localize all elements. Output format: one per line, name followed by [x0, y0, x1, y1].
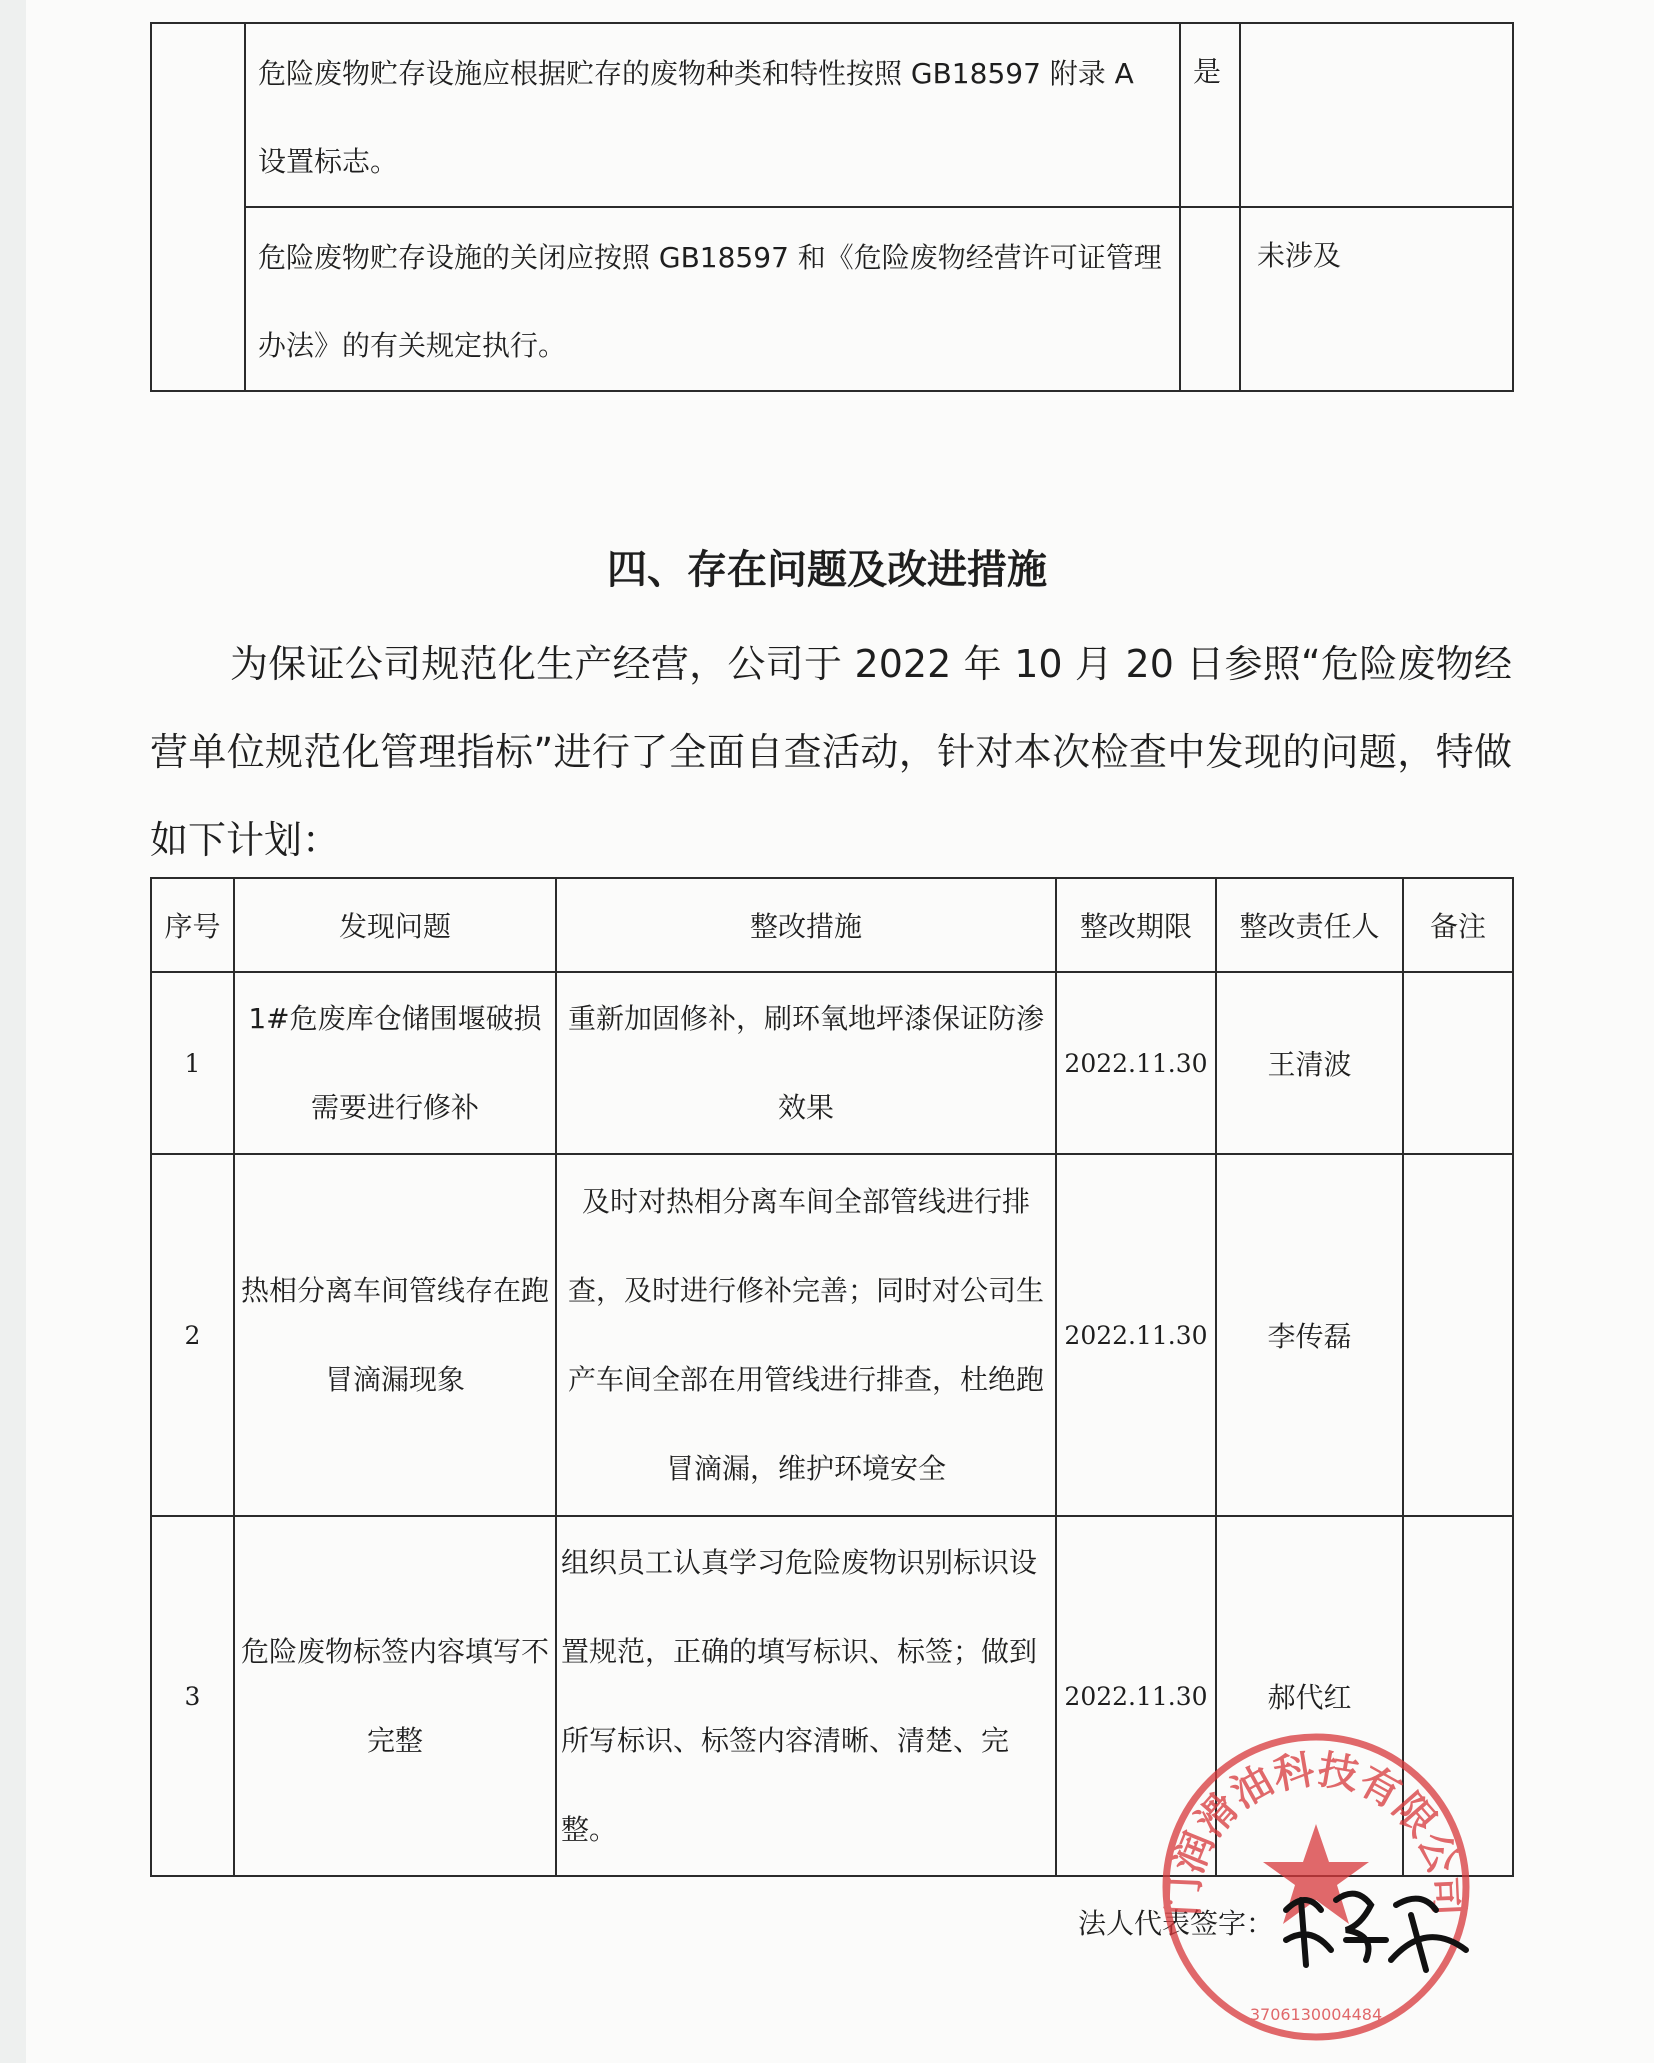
intro-paragraph: 为保证公司规范化生产经营，公司于 2022 年 10 月 20 日参照“危险废物经营单位规范化管理指标”进行了全面自查活动，针对本次检查中发现的问题，特做如下计划：	[150, 642, 1512, 862]
row-deadline: 2022.11.30	[1056, 972, 1216, 1154]
row-no: 1	[151, 972, 234, 1154]
table-row	[151, 207, 1513, 391]
row-problem: 危险废物标签内容填写不完整	[234, 1516, 556, 1876]
row-problem: 1#危废库仓储围堰破损需要进行修补	[234, 972, 556, 1154]
row-note	[1403, 972, 1513, 1154]
header-measure: 整改措施	[556, 878, 1056, 972]
table-row	[151, 23, 1513, 207]
handwritten-signature-icon	[1276, 1880, 1476, 1980]
conform-cell	[1180, 207, 1240, 391]
signature-label: 法人代表签字：	[1078, 1907, 1275, 1940]
row-no: 3	[151, 1516, 234, 1876]
row-note	[1403, 1154, 1513, 1516]
row-deadline: 2022.11.30	[1056, 1516, 1216, 1876]
row-owner: 王清波	[1216, 972, 1403, 1154]
table-row	[151, 972, 1513, 1154]
remark-cell	[1240, 207, 1513, 391]
category-cell	[151, 23, 245, 391]
remark-value	[1241, 24, 1512, 120]
row-owner: 郝代红	[1216, 1516, 1403, 1876]
remark-cell	[1240, 23, 1513, 207]
row-measure: 及时对热相分离车间全部管线进行排查，及时进行修补完善；同时对公司生产车间全部在用管线进行排查，杜绝跑冒滴漏，维护环境安全	[556, 1154, 1056, 1516]
row-deadline: 2022.11.30	[1056, 1154, 1216, 1516]
check-table	[150, 22, 1514, 392]
row-problem: 热相分离车间管线存在跑冒滴漏现象	[234, 1154, 556, 1516]
check-item-cell	[245, 23, 1180, 207]
header-owner: 整改责任人	[1216, 878, 1403, 972]
check-item-text: 危险废物贮存设施应根据贮存的废物种类和特性按照 GB18597 附录 A 设置标志。	[258, 57, 1134, 178]
row-no: 2	[151, 1154, 234, 1516]
company-seal-icon	[1136, 1702, 1496, 2042]
header-no: 序号	[151, 878, 234, 972]
seal-text: 门润滑油科技有限公司	[1161, 1746, 1471, 1918]
check-item-cell	[245, 207, 1180, 391]
table-row	[151, 1154, 1513, 1516]
row-owner: 李传磊	[1216, 1154, 1403, 1516]
conform-value	[1181, 208, 1239, 234]
header-problem: 发现问题	[234, 878, 556, 972]
table-header-row	[151, 878, 1513, 972]
row-measure: 重新加固修补，刷环氧地坪漆保证防渗效果	[556, 972, 1056, 1154]
check-item-text: 危险废物贮存设施的关闭应按照 GB18597 和《危险废物经营许可证管理办法》的有关规定执行。	[258, 241, 1162, 362]
section-heading: 四、存在问题及改进措施	[607, 546, 1047, 593]
remark-value: 未涉及	[1257, 239, 1342, 272]
conform-value: 是	[1193, 55, 1222, 88]
header-note: 备注	[1403, 878, 1513, 972]
seal-code: 3706130004484	[1249, 2005, 1383, 2024]
row-measure: 组织员工认真学习危险废物识别标识设置规范，正确的填写标识、标签；做到所写标识、标签内容清晰、清楚、完整。	[556, 1516, 1056, 1876]
header-deadline: 整改期限	[1056, 878, 1216, 972]
conform-cell	[1180, 23, 1240, 207]
